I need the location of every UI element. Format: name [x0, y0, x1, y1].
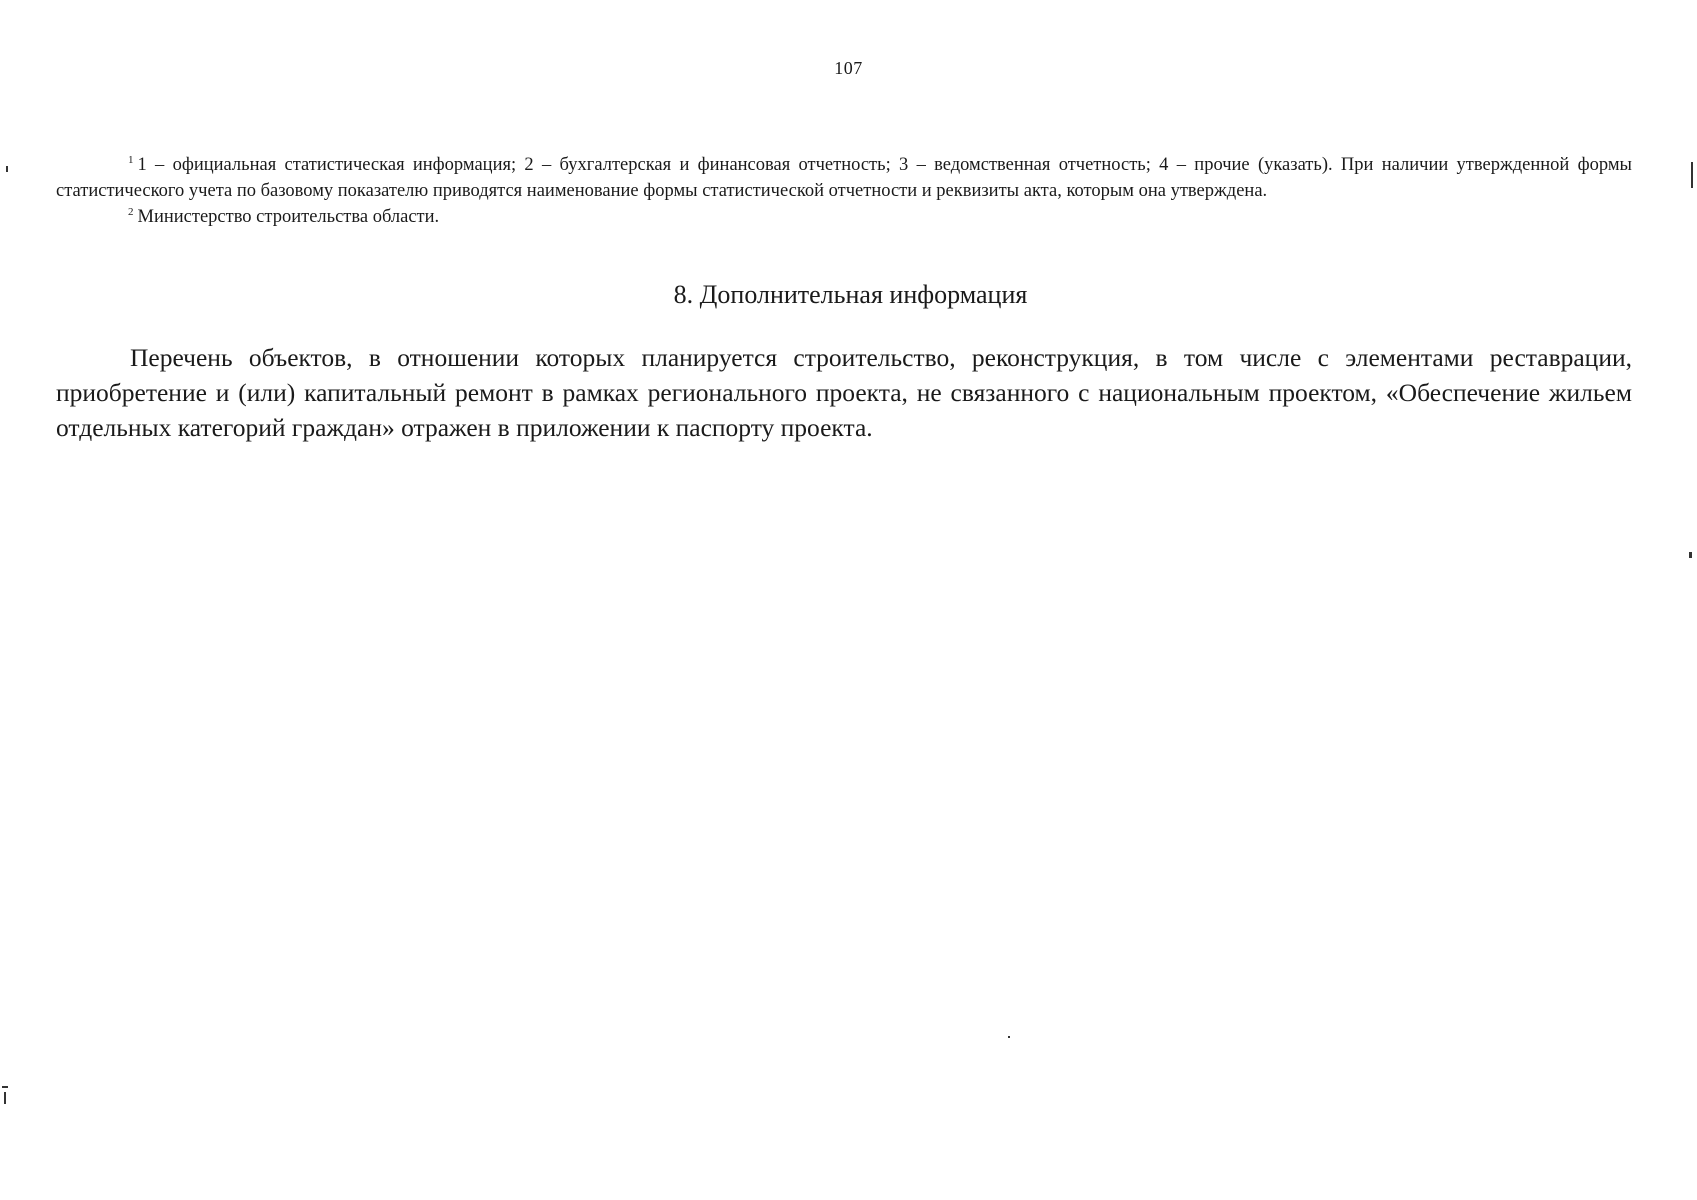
footnote-2	[56, 204, 1632, 230]
scan-mark-left-top	[6, 166, 8, 172]
section-title: 8. Дополнительная информация	[673, 280, 1028, 309]
footnote-1	[56, 152, 1632, 204]
scan-dot	[1008, 1036, 1010, 1038]
scan-mark-right-mid	[1689, 552, 1692, 558]
footnote-text-1: 1 – официальная статистическая информация; 2 – бухгалтерская и финансовая отчетность; 3 – ведомственная отчетность; 4 – прочие (указать). При наличии утвержденной формы статистического учета по базовому показателю приводятся наименование формы статистической отчетности и реквизиты акта, которым она утверждена.	[56, 155, 1632, 201]
scan-mark-right-top	[1691, 162, 1693, 188]
footnote-marker-2: 2	[128, 206, 134, 218]
footnotes	[56, 152, 1632, 230]
footnote-marker-1: 1	[128, 154, 134, 166]
page-number: 107	[834, 58, 863, 78]
scan-mark-left-bottom-2	[4, 1092, 6, 1104]
footnote-text-2: Министерство строительства области.	[137, 207, 440, 227]
scan-mark-left-bottom	[2, 1086, 8, 1088]
section-paragraph: Перечень объектов, в отношении которых планируется строительство, реконструкция, в том числе с элементами реставрации, приобретение и (или) капитальный ремонт в рамках регионального проекта, не связанного с национальным проектом, «Обеспечение жильем отдельных категорий граждан» отражен в приложении к паспорту проекта.	[56, 343, 1632, 442]
